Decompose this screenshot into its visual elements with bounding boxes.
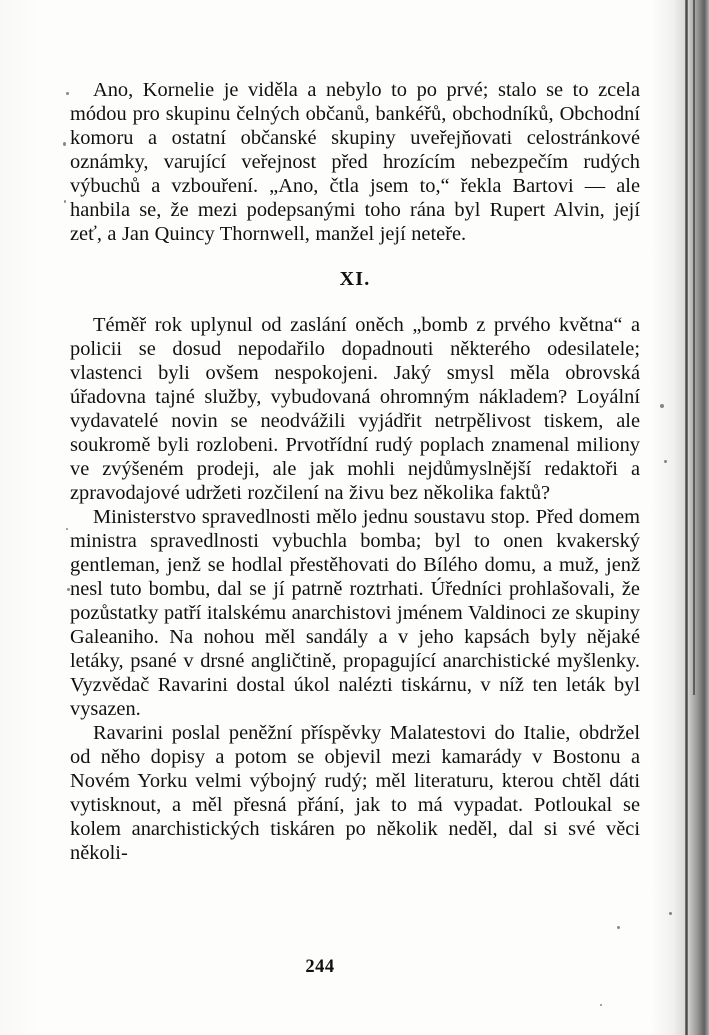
paragraph: Ano, Kornelie je viděla a nebylo to po prvé; stalo se to zcela módou pro skupinu čelných občanů, bankéřů, obchodníků, Obchodní komoru a ostatní občanské skupiny uveřejňovati celostránkové oznámky, varující veřejnost před hrozícím nebezpečím rudých výbuchů a vzbouření. „Ano, čtla jsem to,“ řekla Bartovi — ale hanbila se, že mezi podepsanými toho rána byl Rupert Alvin, její zeť, a Jan Quincy Thornwell, manžel její neteře.	[70, 79, 640, 245]
scan-speck	[64, 200, 66, 203]
scan-speck	[669, 912, 672, 915]
book-edge-line	[685, 0, 688, 1035]
paragraph: Ministerstvo spravedlnosti mělo jednu soustavu stop. Před domem ministra spravedlnosti vybuchla bomba; byl to onen kvakerský gentleman, jenž se hodlal přestěhovati do Bílého domu, a muž, jenž nesl tuto bombu, dal se jí patrně roztrhati. Úředníci prohlašovali, že pozůstatky patří italskému anarchistovi jménem Valdinoci ze skupiny Galeaniho. Na nohou měl sandály a v jeho kapsách byly nějaké letáky, psané v drsné angličtině, propagující anarchistické myšlenky. Vyzvědač Ravarini dostal úkol nalézti tiskárnu, v níž ten leták byl vysazen.	[70, 506, 640, 720]
heading-spacer-bottom	[70, 291, 640, 313]
page-number: 244	[305, 957, 335, 977]
paragraph: Téměř rok uplynul od zaslání oněch „bomb z prvého května“ a policii se dosud nepodařilo dopadnouti některého odesilatele; vlastenci byli ovšem nespokojeni. Jaký smysl měla obrovská úřadovna tajné služby, vybudovaná ohromným nákladem? Loyální vydavatelé novin se neodvážili vyjádřit netrpělivost tiskem, ale soukromě byli rozlobeni. Prvotřídní rudý poplach znamenal miliony ve zvýšeném prodeji, ale jak mohli nejdůmyslnější redaktoři a zpravodajové udržeti rozčilení na živu bez několika faktů?	[70, 314, 640, 504]
scan-speck	[664, 460, 667, 463]
scan-speck	[63, 142, 66, 146]
scan-speck	[66, 92, 69, 95]
scan-speck	[660, 404, 664, 408]
paper-left-tone	[0, 0, 40, 1035]
paragraph: Ravarini poslal peněžní příspěvky Malatestovi do Italie, obdržel od něho dopisy a potom se objevil mezi kamarády v Bostonu a Novém Yorku velmi výbojný rudý; měl literaturu, kterou chtěl dáti vytisknout, a měl přesná přání, jak to má vypadat. Potloukal se kolem anarchistických tiskáren po několik neděl, dal si své věci několi-	[70, 722, 640, 864]
scan-speck	[617, 926, 620, 929]
book-edge-line-secondary	[693, 0, 695, 695]
text-column	[70, 78, 640, 865]
book-edge-shadow	[651, 0, 709, 1035]
heading-spacer-top	[70, 246, 640, 268]
chapter-number-heading: XI.	[339, 268, 371, 290]
scan-speck	[600, 1004, 602, 1006]
scan-speck	[66, 528, 68, 530]
